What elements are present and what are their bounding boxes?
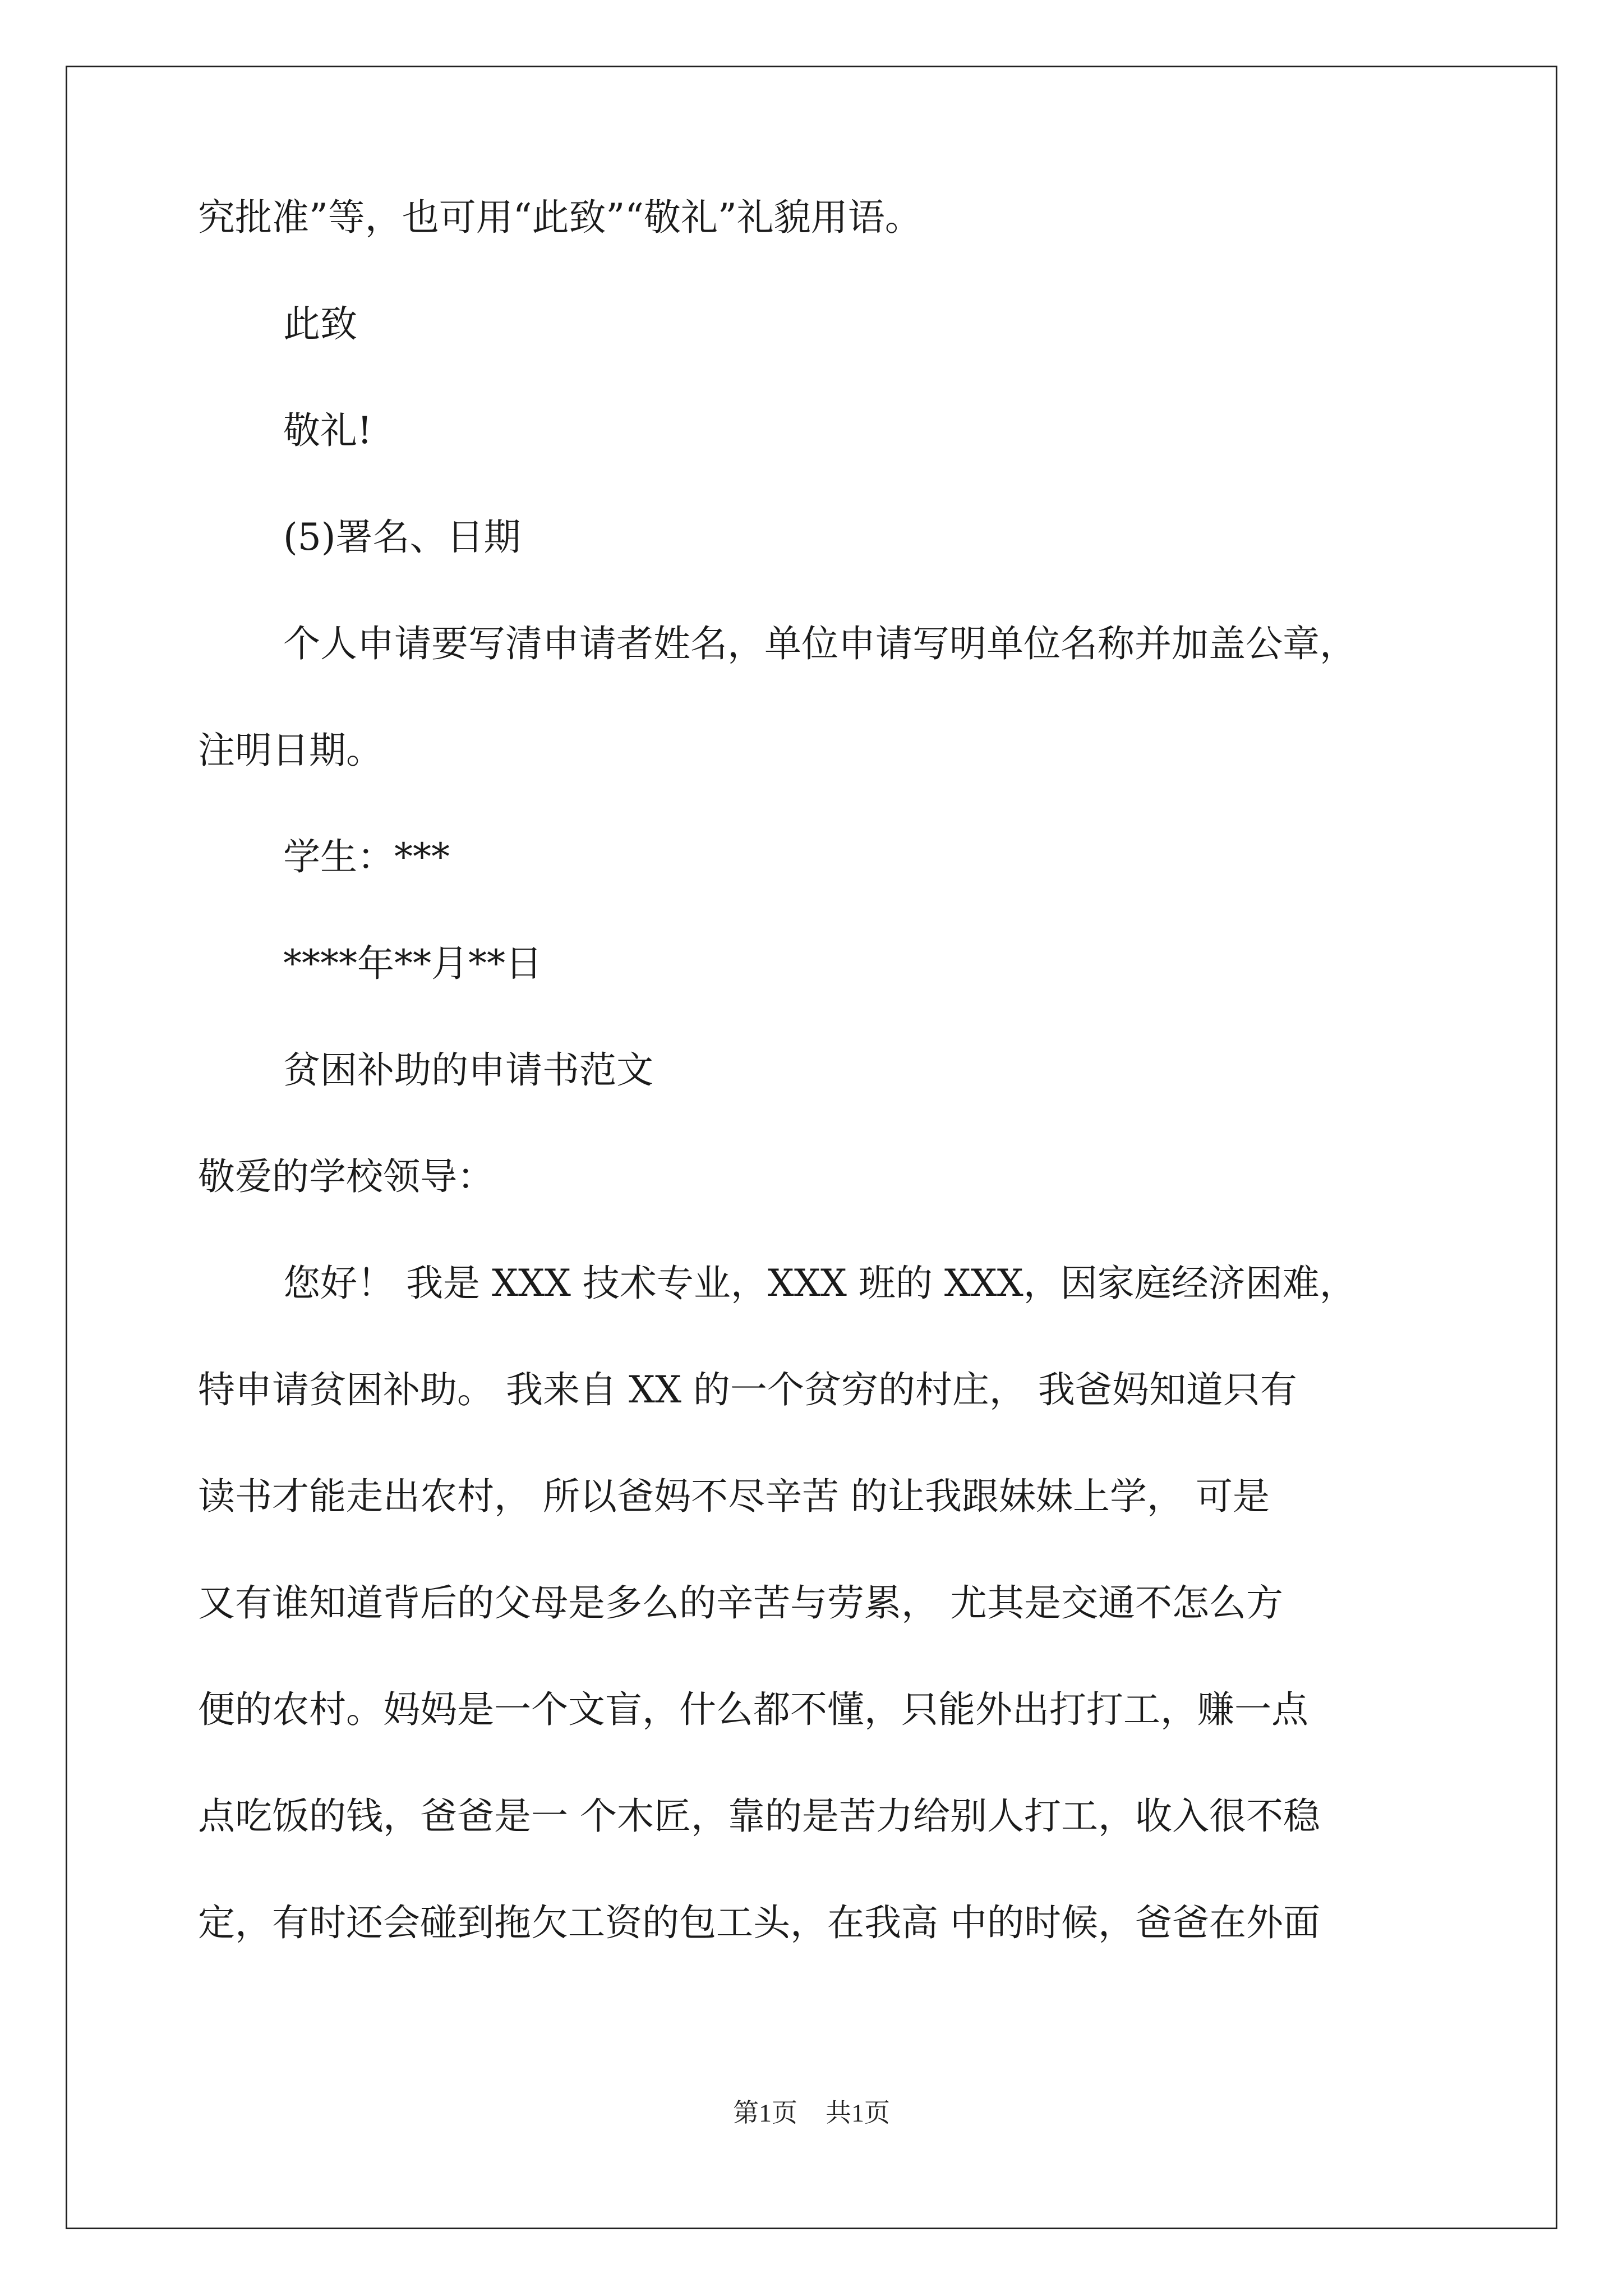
text-line: 特申请贫困补助。 我来自 XX 的一个贫穷的村庄， 我爸妈知道只有 xyxy=(198,1368,1297,1411)
text-line: 您好！ 我是 XXX 技术专业，XXX 班的 XXX，因家庭经济困难， xyxy=(283,1262,1357,1305)
signature-date: ****年**月**日 xyxy=(283,942,542,985)
text-line: 又有谁知道背后的父母是多么的辛苦与劳累， 尤其是交通不怎么方 xyxy=(198,1581,1283,1625)
text-line: 个人申请要写清申请者姓名，单位申请写明单位名称并加盖公章， xyxy=(283,622,1357,665)
text-line: 读书才能走出农村， 所以爸妈不尽辛苦 的让我跟妹妹上学， 可是 xyxy=(198,1475,1270,1518)
document-body xyxy=(198,196,1449,2011)
text-line: 敬礼! xyxy=(283,409,372,452)
text-line: 注明日期。 xyxy=(198,729,383,772)
section-title: 贫困补助的申请书范文 xyxy=(283,1048,653,1092)
text-line: 定，有时还会碰到拖欠工资的包工头，在我高 中的时候，爸爸在外面 xyxy=(198,1901,1320,1944)
page-footer xyxy=(0,2100,1623,2126)
text-line: 究批准”等，也可用“此致”“敬礼”礼貌用语。 xyxy=(198,196,922,239)
text-line: 便的农村。妈妈是一个文盲，什么都不懂，只能外出打打工，赚一点 xyxy=(198,1688,1308,1731)
page-number: 第1页 xyxy=(733,2099,797,2127)
text-line: 点吃饭的钱，爸爸是一 个木匠，靠的是苦力给别人打工，收入很不稳 xyxy=(198,1795,1320,1838)
text-line: 此致 xyxy=(283,302,357,346)
signature-name: 学生：*** xyxy=(283,835,450,878)
text-line: (5)署名、日期 xyxy=(283,516,521,559)
page-total: 共1页 xyxy=(826,2099,890,2127)
salutation: 敬爱的学校领导： xyxy=(198,1155,494,1198)
